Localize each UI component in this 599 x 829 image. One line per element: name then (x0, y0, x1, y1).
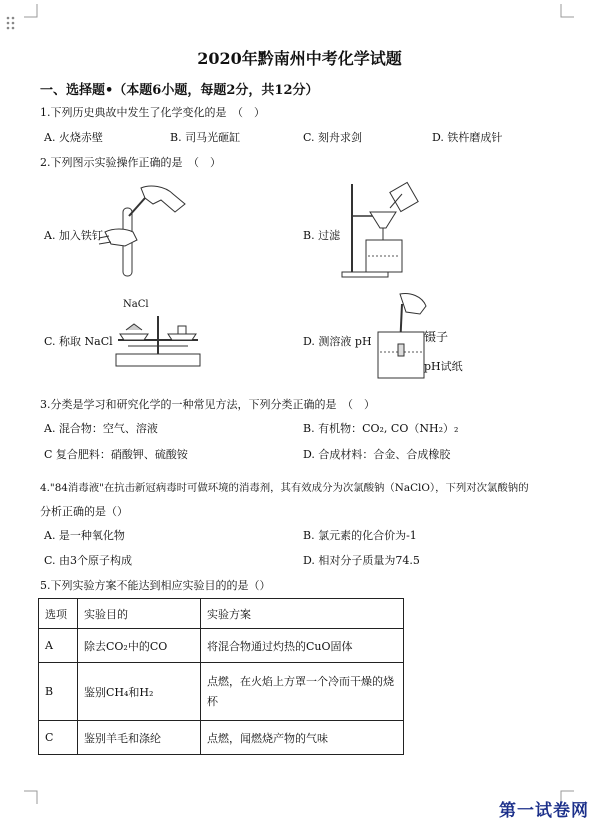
figure-filtration (340, 180, 430, 280)
q1-option-b: B. 司马光砸缸 (170, 131, 241, 144)
corner-mark-top-left (24, 4, 38, 18)
q3-option-a: A. 混合物：空气、溶液 (44, 422, 158, 435)
q3-option-d: D. 合成材料：合金、合成橡胶 (303, 448, 451, 461)
ph-paper-label: pH试纸 (424, 360, 463, 373)
question-4-stem-line1: 4."84消毒液"在抗击新冠病毒时可做环境的消毒剂，其有效成分为次氯酸钠（NaClO），下列对次氯酸钠的 (40, 482, 529, 494)
question-5-stem: 5.下列实验方案不能达到相应实验目的的是（） (40, 579, 271, 592)
table-header-row (39, 599, 404, 629)
page-title: 2020年黔南州中考化学试题 (197, 49, 402, 68)
figure-add-iron-nail (95, 180, 195, 280)
table-row (39, 663, 404, 721)
question-4-stem-line2: 分析正确的是（） (40, 505, 128, 518)
table-row (39, 721, 404, 755)
section-heading: 一、选择题•（本题6小题，每题2分，共12分） (40, 83, 319, 98)
nacl-label: NaCl (123, 299, 149, 310)
drag-handle-icon[interactable] (6, 16, 16, 32)
table-header-cell: 选项 (39, 599, 78, 629)
table-cell: 鉴别CH₄和H₂ (78, 663, 201, 721)
table-cell: 将混合物通过灼热的CuO固体 (201, 629, 404, 663)
tweezers-label: 镊子 (424, 330, 449, 344)
figure-measure-ph (370, 290, 430, 386)
experiment-table (38, 598, 404, 755)
table-cell: 点燃，闻燃烧产物的气味 (201, 721, 404, 755)
q2-option-d: D. 测溶液 pH (303, 335, 372, 348)
q4-option-c: C. 由3个原子构成 (44, 554, 133, 567)
q2-option-b: B. 过滤 (303, 229, 341, 242)
table-row (39, 629, 404, 663)
table-cell: 鉴别羊毛和涤纶 (78, 721, 201, 755)
table-header-cell: 实验目的 (78, 599, 201, 629)
q3-option-b: B. 有机物：CO₂, CO（NH₂）₂ (303, 422, 459, 435)
q1-option-a: A. 火烧赤壁 (44, 131, 103, 144)
q4-option-a: A. 是一种氧化物 (44, 529, 125, 542)
question-1-stem: 1.下列历史典故中发生了化学变化的是 （ ） (40, 106, 265, 119)
table-cell: 除去CO₂中的CO (78, 629, 201, 663)
table-cell: A (39, 629, 78, 663)
corner-mark-top-right (560, 4, 574, 18)
question-3-stem: 3.分类是学习和研究化学的一种常见方法，下列分类正确的是 （ ） (40, 398, 375, 411)
q1-option-d: D. 铁杵磨成针 (432, 131, 503, 144)
watermark-logo: 第一试卷网 (499, 801, 589, 821)
q2-option-a: A. 加入铁钉 (44, 229, 103, 242)
question-2-stem: 2.下列图示实验操作正确的是 （ ） (40, 156, 221, 169)
table-cell: B (39, 663, 78, 721)
corner-mark-bottom-left (24, 790, 38, 804)
q4-option-b: B. 氯元素的化合价为-1 (303, 529, 417, 542)
q2-option-c: C. 称取 NaCl (44, 335, 113, 348)
q1-option-c: C. 刻舟求剑 (303, 131, 363, 144)
figure-weighing-nacl (108, 310, 208, 372)
q3-option-c: C 复合肥料：硝酸钾、硫酸铵 (44, 448, 188, 461)
table-cell: C (39, 721, 78, 755)
q4-option-d: D. 相对分子质量为74.5 (303, 554, 420, 567)
table-header-cell: 实验方案 (201, 599, 404, 629)
table-cell: 点燃，在火焰上方罩一个冷而干燥的烧杯 (201, 663, 404, 721)
